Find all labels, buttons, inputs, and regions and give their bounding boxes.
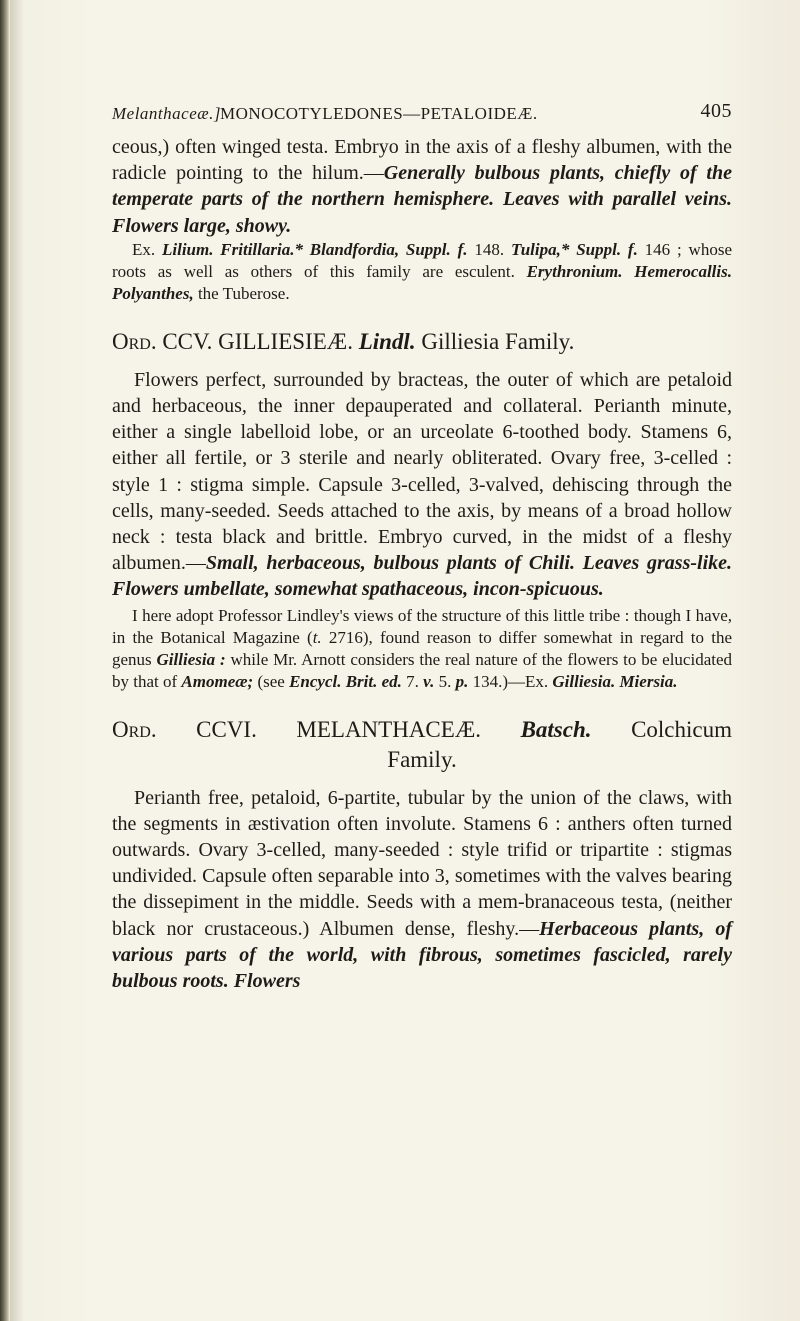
note-reference: v. bbox=[423, 671, 435, 691]
example-tuberose: the Tuberose. bbox=[193, 283, 290, 303]
examples-label: Ex. bbox=[132, 239, 156, 259]
page-number: 405 bbox=[700, 100, 732, 122]
order-family-name: Gilliesia Family. bbox=[421, 328, 575, 354]
example-genera-a: Lilium. Fritillaria.* Blandfordia, Suppl. f. bbox=[161, 239, 468, 259]
example-ref-a: 148. bbox=[467, 239, 511, 259]
order-family-name: Colchicum bbox=[631, 716, 732, 742]
note-text: I here adopt Professor Lindley's views of the structure of this little tribe : though I have, in the Botanical Magazine ( bbox=[112, 605, 732, 647]
spine-shadow bbox=[10, 0, 24, 1321]
note-genus: Amomeæ; bbox=[181, 671, 254, 691]
order-name: GILLIESIEÆ. bbox=[218, 328, 353, 354]
order-heading-gilliesieae bbox=[112, 327, 732, 357]
header-title: MONOCOTYLEDONES—PETALOIDEÆ. bbox=[220, 104, 538, 123]
note-reference: Encycl. Brit. ed. bbox=[289, 671, 402, 691]
habit-text: Herbaceous plants, of various parts of the world, with fibrous, sometimes fascicled, rarely bulbous roots. Flowers bbox=[112, 917, 733, 993]
book-spine-edge bbox=[0, 0, 10, 1321]
examples-paragraph bbox=[112, 239, 732, 305]
description-text: Perianth free, petaloid, 6-partite, tubular by the union of the claws, with the segments in æstivation often involute. Stamens 6 : anthers often turned outwards. Ovary 3-celled, many-seeded : style trifid or tripartite : stigmas undivided. Capsule often separable into 3, sometimes with the valves bearing the dissepiment in the middle. Seeds with a mem-branaceous testa, (neither black nor crustaceous.) Albumen dense, fleshy.— bbox=[112, 786, 732, 940]
order-name: MELANTHACEÆ. bbox=[296, 716, 482, 742]
description-text: Flowers perfect, surrounded by bracteas, the outer of which are petaloid and herbaceous, the inner depauperated and collateral. Perianth minute, either a single labelloid lobe, or an urceolate 6-toothed body. Stamens 6, either all fertile, or 3 sterile and nearly obliterated. Ovary free, 3-celled : style 1 : stigma simple. Capsule 3-celled, 3-valved, dehiscing through the cells, many-seeded. Seeds attached to the axis, by means of a broad hollow neck : testa black and brittle. Embryo curved, in the midst of a fleshy albumen.— bbox=[112, 368, 732, 575]
melanthaceae-description bbox=[112, 785, 732, 995]
gilliesieae-note bbox=[112, 605, 732, 693]
example-genera-c: Erythronium. Hemerocallis. Polyanthes, bbox=[112, 261, 732, 303]
note-genus: Gilliesia. Miersia. bbox=[552, 671, 678, 691]
order-label: Ord. bbox=[112, 716, 157, 742]
running-header bbox=[112, 96, 732, 134]
note-text: 134.)—Ex. bbox=[468, 671, 553, 691]
header-family-name: Melanthaceæ.] bbox=[112, 104, 221, 123]
example-note: 146 ; whose roots as well as others of this family are esculent. bbox=[112, 239, 732, 281]
habit-text: Small, herbaceous, bulbous plants of Chili. Leaves grass-like. Flowers umbellate, somewhat spathaceous, incon-spicuous. bbox=[112, 552, 732, 601]
order-author: Batsch. bbox=[520, 716, 592, 742]
note-text: while Mr. Arnott considers the real nature of the flowers to be elucidated by that of bbox=[112, 649, 733, 691]
example-genera-b: Tulipa,* Suppl. f. bbox=[510, 239, 638, 259]
page-content bbox=[112, 96, 732, 994]
order-family-continuation: Family. bbox=[387, 746, 457, 772]
note-text: 7. bbox=[401, 671, 424, 691]
note-genus: Gilliesia : bbox=[156, 649, 226, 669]
note-reference: p. bbox=[455, 671, 469, 691]
order-label: Ord. bbox=[112, 328, 157, 354]
order-number: CCVI. bbox=[196, 716, 257, 742]
note-text: (see bbox=[253, 671, 290, 691]
gilliesieae-description bbox=[112, 367, 732, 603]
note-text: 2716), found reason to differ somewhat in regard to the genus bbox=[112, 627, 732, 669]
melanthaceae-continuation-paragraph bbox=[112, 134, 732, 239]
note-italic: t. bbox=[312, 627, 322, 647]
note-text: 5. bbox=[434, 671, 456, 691]
order-heading-melanthaceae bbox=[112, 715, 732, 745]
habit-text: Generally bulbous plants, chiefly of the temperate parts of the northern hemisphere. Leaves with parallel veins. Flowers large, showy. bbox=[112, 162, 732, 237]
order-author: Lindl. bbox=[358, 328, 416, 354]
paragraph-text: ceous,) often winged testa. Embryo in the axis of a fleshy albumen, with the radicle pointing to the hilum.— bbox=[112, 136, 732, 185]
order-number: CCV. bbox=[162, 328, 213, 354]
